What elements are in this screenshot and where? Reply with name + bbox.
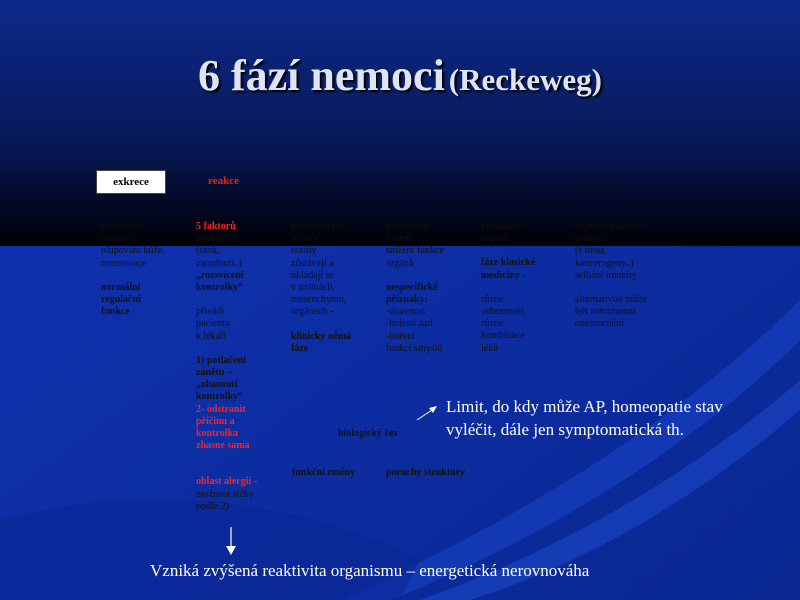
reakce-line: kontrolky“ [196,391,244,403]
impregnace-line: -bolesti zad [386,318,433,330]
title-main: 6 fází nemoci [197,51,445,100]
reakce-line: možnost léčby [196,488,255,500]
deposice-line: orgánech - [291,306,334,318]
deposice-line: toxiny [291,245,317,257]
exkrece-line: funkce [101,306,130,318]
reakce-line: 5 faktorů [196,221,236,232]
reakce-line: 1) potlačení [196,354,246,366]
impregnace-line: -únavnost [386,306,426,318]
slide-title [0,50,800,101]
reakce-line: přivádí [196,306,225,318]
exkrece-line: nachlazení, [101,221,147,232]
arrow-up-right-icon [414,403,440,423]
reakce-line: k lékaři [196,330,227,342]
functional-changes-label: funkční změny [292,467,356,478]
exkrece-line: průjem, [101,233,132,245]
degenerace-line: různé [481,318,504,330]
reakce-line: „rozsvícení [196,269,244,281]
column-impregnace [386,221,444,355]
reakce-line [196,452,257,464]
reakce-line: příčinu a [196,415,235,427]
deposice-line: jen zhoršující [291,221,346,232]
deposice-line [291,319,351,331]
impregnace-line: snížení funkce [386,245,445,257]
exkrece-line: regulační [101,294,141,306]
reakce-line: zhasne sama [196,440,250,452]
degenerace-line: odbornosti, [481,306,527,318]
impregnace-line: toxinů, [386,233,415,245]
impregnace-line: příznaky: [386,294,428,306]
degenerace-line: kombinace [481,330,525,342]
deposice-line: fáze [291,342,309,354]
deposice-line: se stav, [291,233,320,245]
reakce-line: „zhasnutí [196,379,238,391]
impregnace-line: nespecifické [386,281,438,293]
impregnace-line: orgánů [386,257,414,269]
degenerace-line: orgánů, [481,233,512,245]
reakce-line [196,294,257,306]
neoplasma-line: kancerogeny..) [575,257,634,269]
reakce-line [196,343,257,355]
reakce-line: pacienta [196,318,230,330]
deposice-line: v uzlinách, [291,282,335,294]
column-reakce [196,221,257,513]
deposice-line: klinicky němá [291,330,352,342]
column-exkrece [101,221,165,318]
biological-cut-label: biologický řez [338,428,398,439]
degenerace-line [481,245,535,257]
structural-disorders-label: poruchy struktury [386,467,466,478]
reakce-line: zarudnutí..) [196,257,243,269]
reakce-line: zánětu – [196,367,232,379]
impregnace-line: funkcí smyslů [386,342,443,354]
column-degenerace [481,221,535,355]
reakce-line: zánětu [196,233,225,245]
neoplasma-line: být autoimunní [575,306,636,318]
deposice-line: zůstávají a [291,257,334,269]
header-degenerace: degenerace [481,175,534,187]
degenerace-line: léků [481,342,499,354]
reakce-line: podle 2) [196,500,230,512]
neoplasma-line: selhání imunity [575,269,637,281]
exkrece-line: menstruace [101,257,147,269]
impregnace-line [386,270,444,282]
reakce-line: 2- odstranit [196,403,246,415]
reakce-line: kontrolky“ [196,282,244,294]
degenerace-line: medicíny - [481,269,526,281]
neoplasma-line: alternativou může [575,294,647,306]
exkrece-line: normální [101,281,141,293]
header-deposice: deposice [298,175,338,187]
reakce-line: oblast alergií - [196,476,258,488]
reakce-line: (otok, [196,245,220,257]
column-deposice [291,221,351,355]
degenerace-line: různé [481,293,504,305]
exkrece-line [101,270,165,282]
deposice-line: ukládají se [291,269,335,281]
degenerace-line [481,282,535,294]
header-exkrece: exkrece [96,170,166,194]
impregnace-line: přítomnost [386,221,430,232]
title-sub: (Reckeweg) [448,62,602,97]
header-reakce: reakce [208,175,239,187]
reakce-line [196,464,257,476]
degenerace-line: fáze klasické [481,257,536,269]
bottom-note: Vzniká zvýšená reaktivita organismu – energetická nerovnováha [150,561,590,580]
exkrece-line: olupování kůže, [101,245,165,257]
header-neoplasma: neoplasma [576,175,627,187]
degenerace-line: poškození [481,221,522,232]
deposice-line: mesenchymu, [291,294,347,306]
neoplasma-line: onemocnění [575,318,624,330]
reakce-line: kontrolka [196,428,239,440]
impregnace-line: -hoření [386,330,415,342]
column-neoplasma [575,221,647,331]
neoplasma-line: (nádory, [575,233,608,245]
neoplasma-line [575,282,647,294]
arrow-down-icon [224,526,238,556]
limit-note: Limit, do kdy může AP, homeopatie stav vyléčit, dále jen symptomatická th. [446,397,723,439]
neoplasma-line: (s tiesu, [575,245,607,257]
header-impregnace: impregnace [387,175,442,187]
neoplasma-line: nejhorší možnost [575,221,644,232]
